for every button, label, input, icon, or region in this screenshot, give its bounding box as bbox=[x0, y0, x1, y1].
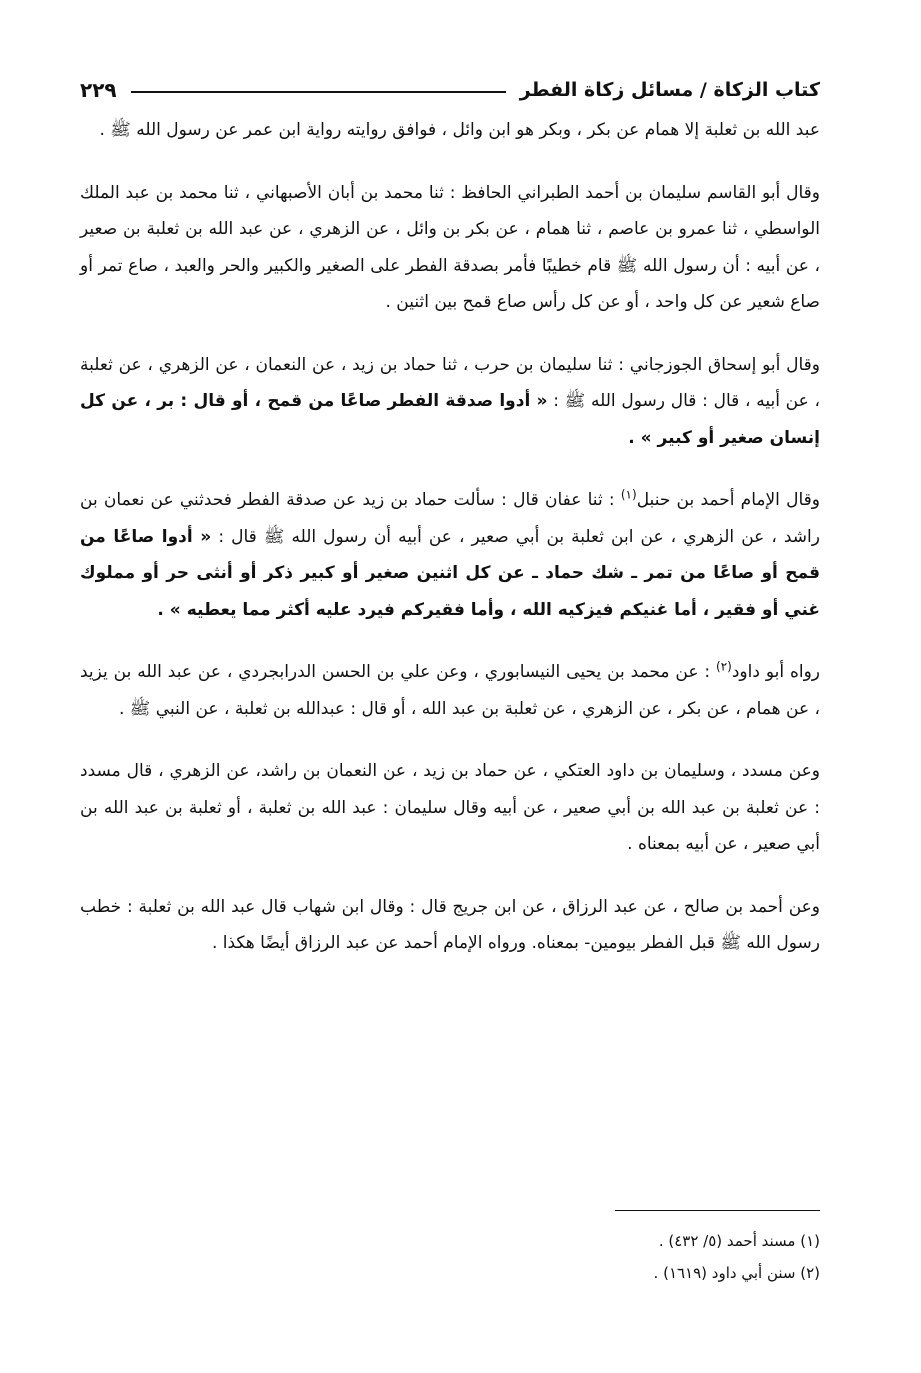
paragraph bbox=[80, 482, 820, 628]
footnote-1: (١) مسند أحمد (٥/ ٤٣٢) . bbox=[658, 1232, 820, 1250]
paragraph bbox=[80, 175, 820, 321]
hadith-quote: « أدوا صاعًا من قمح أو صاعًا من تمر ـ شك حماد ـ عن كل اثنين صغير أو كبير ذكر أو أنثى حر أو مملوك غني أو فقير ، أما غنيكم فيزكيه الله ، وأما فقيركم فيرد عليه أكثر مما يعطيه » . bbox=[80, 526, 820, 620]
paragraph-text: عبد الله بن ثعلبة إلا همام عن بكر ، وبكر هو ابن وائل ، فوافق روايته رواية ابن عمر عن رسول الله ﷺ . bbox=[99, 120, 820, 140]
paragraph bbox=[80, 753, 820, 863]
paragraph-text: رواه أبو داود bbox=[731, 662, 821, 682]
paragraph-text: وقال الإمام أحمد بن حنبل bbox=[636, 490, 820, 510]
paragraph bbox=[80, 654, 820, 727]
header-rule bbox=[131, 91, 506, 93]
paragraph-text: وقال أبو القاسم سليمان بن أحمد الطبراني الحافظ : ثنا محمد بن أبان الأصبهاني ، ثنا محمد بن عبد الملك الواسطي ، ثنا عمرو بن عاصم ، ثنا همام ، عن بكر بن وائل ، عن الزهري ، عن عبد الله بن ثعلبة بن صعير ، عن أبيه : أن رسول الله ﷺ قام خطيبًا فأمر بصدقة الفطر على الصغير والكبير والحر والعبد ، صاع تمر أو صاع شعير عن كل واحد ، أو عن كل رأس صاع قمح بين اثنين . bbox=[80, 182, 820, 312]
footnote-rule bbox=[615, 1210, 820, 1211]
footnote-reference: (١) bbox=[620, 487, 637, 502]
paragraph-text: وعن أحمد بن صالح ، عن عبد الرزاق ، عن ابن جريج قال : وقال ابن شهاب قال عبد الله بن ثعلبة : خطب رسول الله ﷺ قبل الفطر بيومين- بمعناه. ورواه الإمام أحمد عن عبد الرزاق أيضًا هكذا . bbox=[80, 896, 820, 953]
paragraph-text: : ثنا عفان قال : سألت حماد بن زيد عن صدقة الفطر فحدثني عن نعمان بن راشد ، عن الزهري ، عن ابن ثعلبة بن أبي صعير ، عن أبيه أن رسول الله ﷺ قال : bbox=[80, 490, 820, 547]
footnote-reference: (٢) bbox=[716, 659, 732, 674]
paragraph bbox=[80, 347, 820, 457]
paragraph-text: وقال أبو إسحاق الجوزجاني : ثنا سليمان بن حرب ، ثنا حماد بن زيد ، عن النعمان ، عن الزهري ، عن ثعلبة ، عن أبيه ، قال : قال رسول الله ﷺ : bbox=[80, 354, 820, 411]
paragraph-text: وعن مسدد ، وسليمان بن داود العتكي ، عن حماد بن زيد ، عن النعمان بن راشد، عن الزهري ، قال مسدد : عن ثعلبة بن عبد الله بن أبي صعير ، عن أبيه وقال سليمان : عبد الله بن ثعلبة ، أو ثعلبة بن عبد الله بن أبي صعير ، عن أبيه بمعناه . bbox=[80, 761, 820, 854]
paragraph bbox=[80, 112, 820, 149]
main-text bbox=[80, 112, 820, 962]
header-title: كتاب الزكاة / مسائل زكاة الفطر bbox=[519, 79, 820, 101]
hadith-quote: « أدوا صدقة الفطر صاعًا من قمح ، أو قال : بر ، عن كل إنسان صغير أو كبير » . bbox=[80, 391, 820, 448]
running-header bbox=[80, 70, 820, 110]
footnotes bbox=[80, 1210, 820, 1289]
page-body bbox=[80, 70, 820, 988]
footnote-2: (٢) سنن أبي داود (١٦١٩) . bbox=[653, 1264, 820, 1282]
page-number: ٢٢٩ bbox=[80, 78, 117, 102]
paragraph bbox=[80, 889, 820, 962]
paragraph-text: : عن محمد بن يحيى النيسابوري ، وعن علي بن الحسن الدرابجردي ، عن عبد الله بن يزيد ، عن همام ، عن بكر ، عن الزهري ، عن ثعلبة بن عبد الله ، أو قال : عبدالله بن ثعلبة ، عن النبي ﷺ . bbox=[80, 662, 820, 719]
